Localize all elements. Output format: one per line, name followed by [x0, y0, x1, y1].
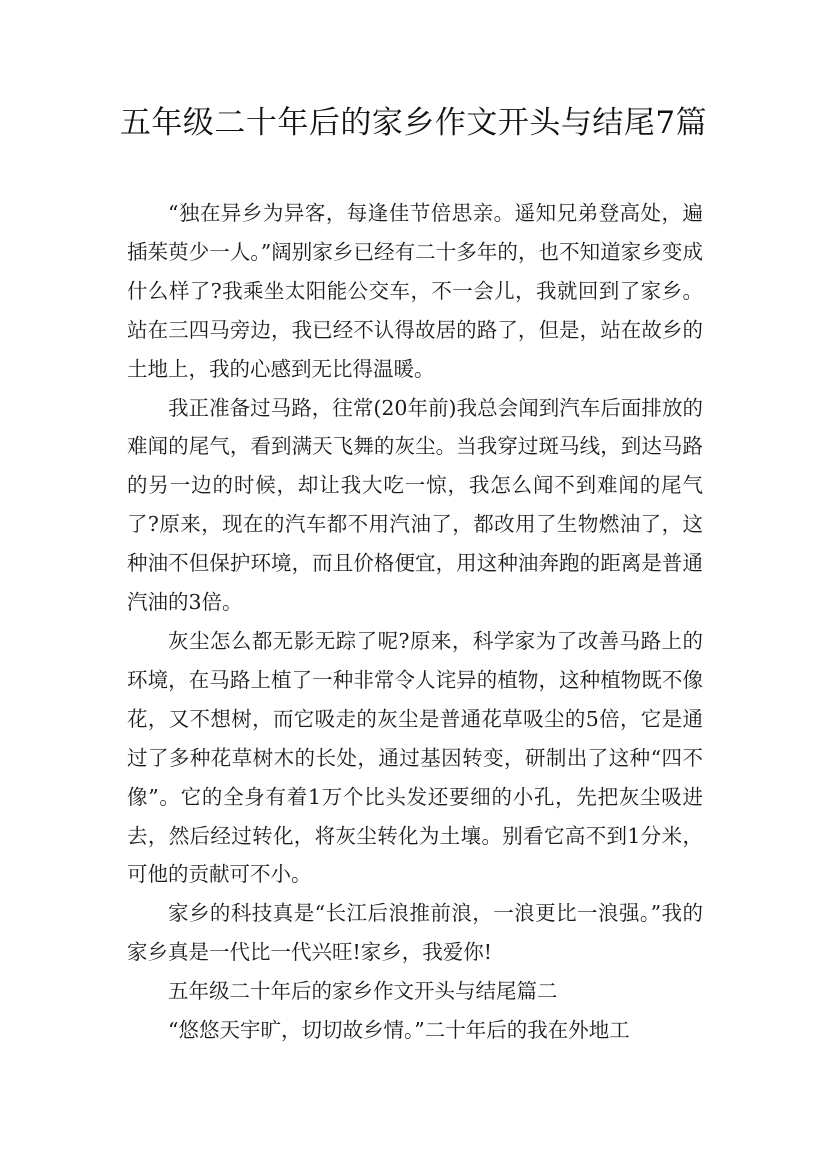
paragraph-5: “悠悠天宇旷，切切故乡情。”二十年后的我在外地工 [168, 1018, 630, 1043]
paragraph-3: 灰尘怎么都无影无踪了呢?原来，科学家为了改善马路上的环境，在马路上植了一种非常令人诧异的植物，这种植物既不像花，又不想树，而它吸走的灰尘是普通花草吸尘的5倍，它是通过了多种花草树木的长处，通过基因转变，研制出了这种“四不像”。它的全身有着1万个比头发还要细的小孔，先把灰尘吸进去，然后经过转化，将灰尘转化为土壤。别看它高不到1分米，可他的贡献可不小。 [127, 628, 703, 887]
paragraph-1: “独在异乡为异客，每逢佳节倍思亲。遥知兄弟登高处，遍插茱萸少一人。”阔别家乡已经有二十多年的，也不知道家乡变成什么样了?我乘坐太阳能公交车，不一会儿，我就回到了家乡。站在三四马旁边，我已经不认得故居的路了，但是，站在故乡的土地上，我的心感到无比得温暖。 [127, 201, 703, 381]
document-title: 五年级二十年后的家乡作文开头与结尾7篇 [119, 105, 708, 141]
paragraph-2: 我正准备过马路，往常(20年前)我总会闻到汽车后面排放的难闻的尾气，看到满天飞舞的灰尘。当我穿过斑马线，到达马路的另一边的时候，却让我大吃一惊，我怎么闻不到难闻的尾气了?原来，现在的汽车都不用汽油了，都改用了生物燃油了，这种油不但保护环境，而且价格便宜，用这种油奔跑的距离是普通汽油的3倍。 [127, 395, 703, 615]
section-heading: 五年级二十年后的家乡作文开头与结尾篇二 [168, 979, 558, 1004]
paragraph-4: 家乡的科技真是“长江后浪推前浪，一浪更比一浪强。”我的家乡真是一代比一代兴旺!家乡，我爱你! [127, 901, 703, 965]
document-body [127, 194, 703, 1050]
